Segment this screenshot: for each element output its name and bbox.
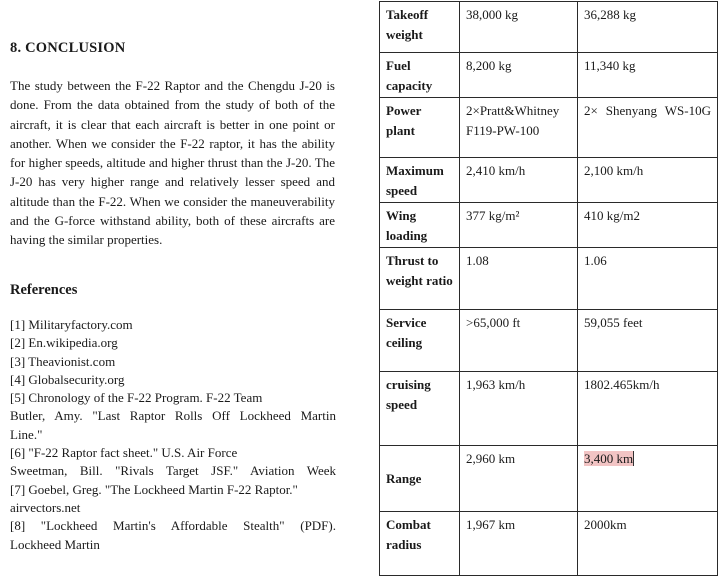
j20-value-cell: 59,055 feet: [578, 310, 718, 372]
reference-line: [4] Globalsecurity.org: [10, 371, 125, 387]
j20-value-cell: 1802.465km/h: [578, 372, 718, 446]
reference-line: Lockheed Martin: [10, 536, 100, 552]
highlighted-value: 3,400 km: [584, 451, 634, 466]
reference-line: [6] "F-22 Raptor fact sheet." U.S. Air Force: [10, 445, 238, 461]
param-cell: Thrust to weight ratio: [380, 248, 460, 310]
reference-line: Butler, Amy. "Last Raptor Rolls Off Lockheed Martin: [10, 408, 336, 424]
f22-value-cell: 2×Pratt&Whitney F119-PW-100: [460, 98, 578, 158]
param-cell: Takeoff weight: [380, 2, 460, 53]
table-row: [380, 158, 718, 203]
param-cell: Combat radius: [380, 512, 460, 576]
comparison-table: [379, 1, 718, 576]
param-cell: Range: [380, 446, 460, 512]
references-heading: References: [10, 282, 78, 298]
f22-value-cell: 2,960 km: [460, 446, 578, 512]
conclusion-paragraph: The study between the F-22 Raptor and the Chengdu J-20 is done. From the data obtained from the study of both of the aircraft, it is clear that each aircraft is better in one point or another. When we consider the F-22 raptor, it has the ability for higher speeds, altitude and higher thrust than the J-20. The J-20 has very higher range and relatively lesser speed and altitude than the F-22. When we consider the maneuverability and the G-force withstand ability, both of these aircrafts are having the similar properties.: [10, 78, 335, 248]
table-row: [380, 512, 718, 576]
param-cell: Wing loading: [380, 203, 460, 248]
j20-value-cell: [578, 446, 718, 512]
table-row: [380, 372, 718, 446]
table-row: [380, 446, 718, 512]
table-row: [380, 310, 718, 372]
reference-line: airvectors.net: [10, 499, 81, 515]
table-row: [380, 98, 718, 158]
param-cell: Fuel capacity: [380, 53, 460, 98]
left-column: [10, 0, 336, 564]
table-row: [380, 53, 718, 98]
table-row: [380, 2, 718, 53]
reference-line: [5] Chronology of the F-22 Program. F-22 Team: [10, 390, 263, 406]
j20-value-cell: 1.06: [578, 248, 718, 310]
param-cell: Service ceiling: [380, 310, 460, 372]
reference-line: Line.": [10, 426, 43, 442]
f22-value-cell: 1,967 km: [460, 512, 578, 576]
j20-value-cell: 11,340 kg: [578, 53, 718, 98]
conclusion-heading: 8. CONCLUSION: [10, 40, 126, 56]
j20-value-cell: 36,288 kg: [578, 2, 718, 53]
reference-line: [8] "Lockheed Martin's Affordable Stealth" (PDF).: [10, 518, 336, 534]
reference-line: [3] Theavionist.com: [10, 353, 116, 369]
reference-line: [7] Goebel, Greg. "The Lockheed Martin F-22 Raptor.": [10, 481, 298, 497]
param-cell: Power plant: [380, 98, 460, 158]
f22-value-cell: 8,200 kg: [460, 53, 578, 98]
f22-value-cell: >65,000 ft: [460, 310, 578, 372]
j20-value-cell: 2,100 km/h: [578, 158, 718, 203]
param-cell: Maximum speed: [380, 158, 460, 203]
j20-value-cell: 410 kg/m2: [578, 203, 718, 248]
references-list: [10, 316, 336, 554]
j20-value-cell: 2× Shenyang WS-10G: [578, 98, 718, 158]
f22-value-cell: 377 kg/m²: [460, 203, 578, 248]
reference-line: Sweetman, Bill. "Rivals Target JSF." Aviation Week: [10, 463, 336, 479]
j20-value-cell: 2000km: [578, 512, 718, 576]
reference-line: [1] Militaryfactory.com: [10, 317, 133, 332]
table-row: [380, 248, 718, 310]
reference-line: [2] En.wikipedia.org: [10, 335, 118, 351]
f22-value-cell: 2,410 km/h: [460, 158, 578, 203]
table-row: [380, 203, 718, 248]
f22-value-cell: 1,963 km/h: [460, 372, 578, 446]
param-cell: cruising speed: [380, 372, 460, 446]
f22-value-cell: 1.08: [460, 248, 578, 310]
f22-value-cell: 38,000 kg: [460, 2, 578, 53]
